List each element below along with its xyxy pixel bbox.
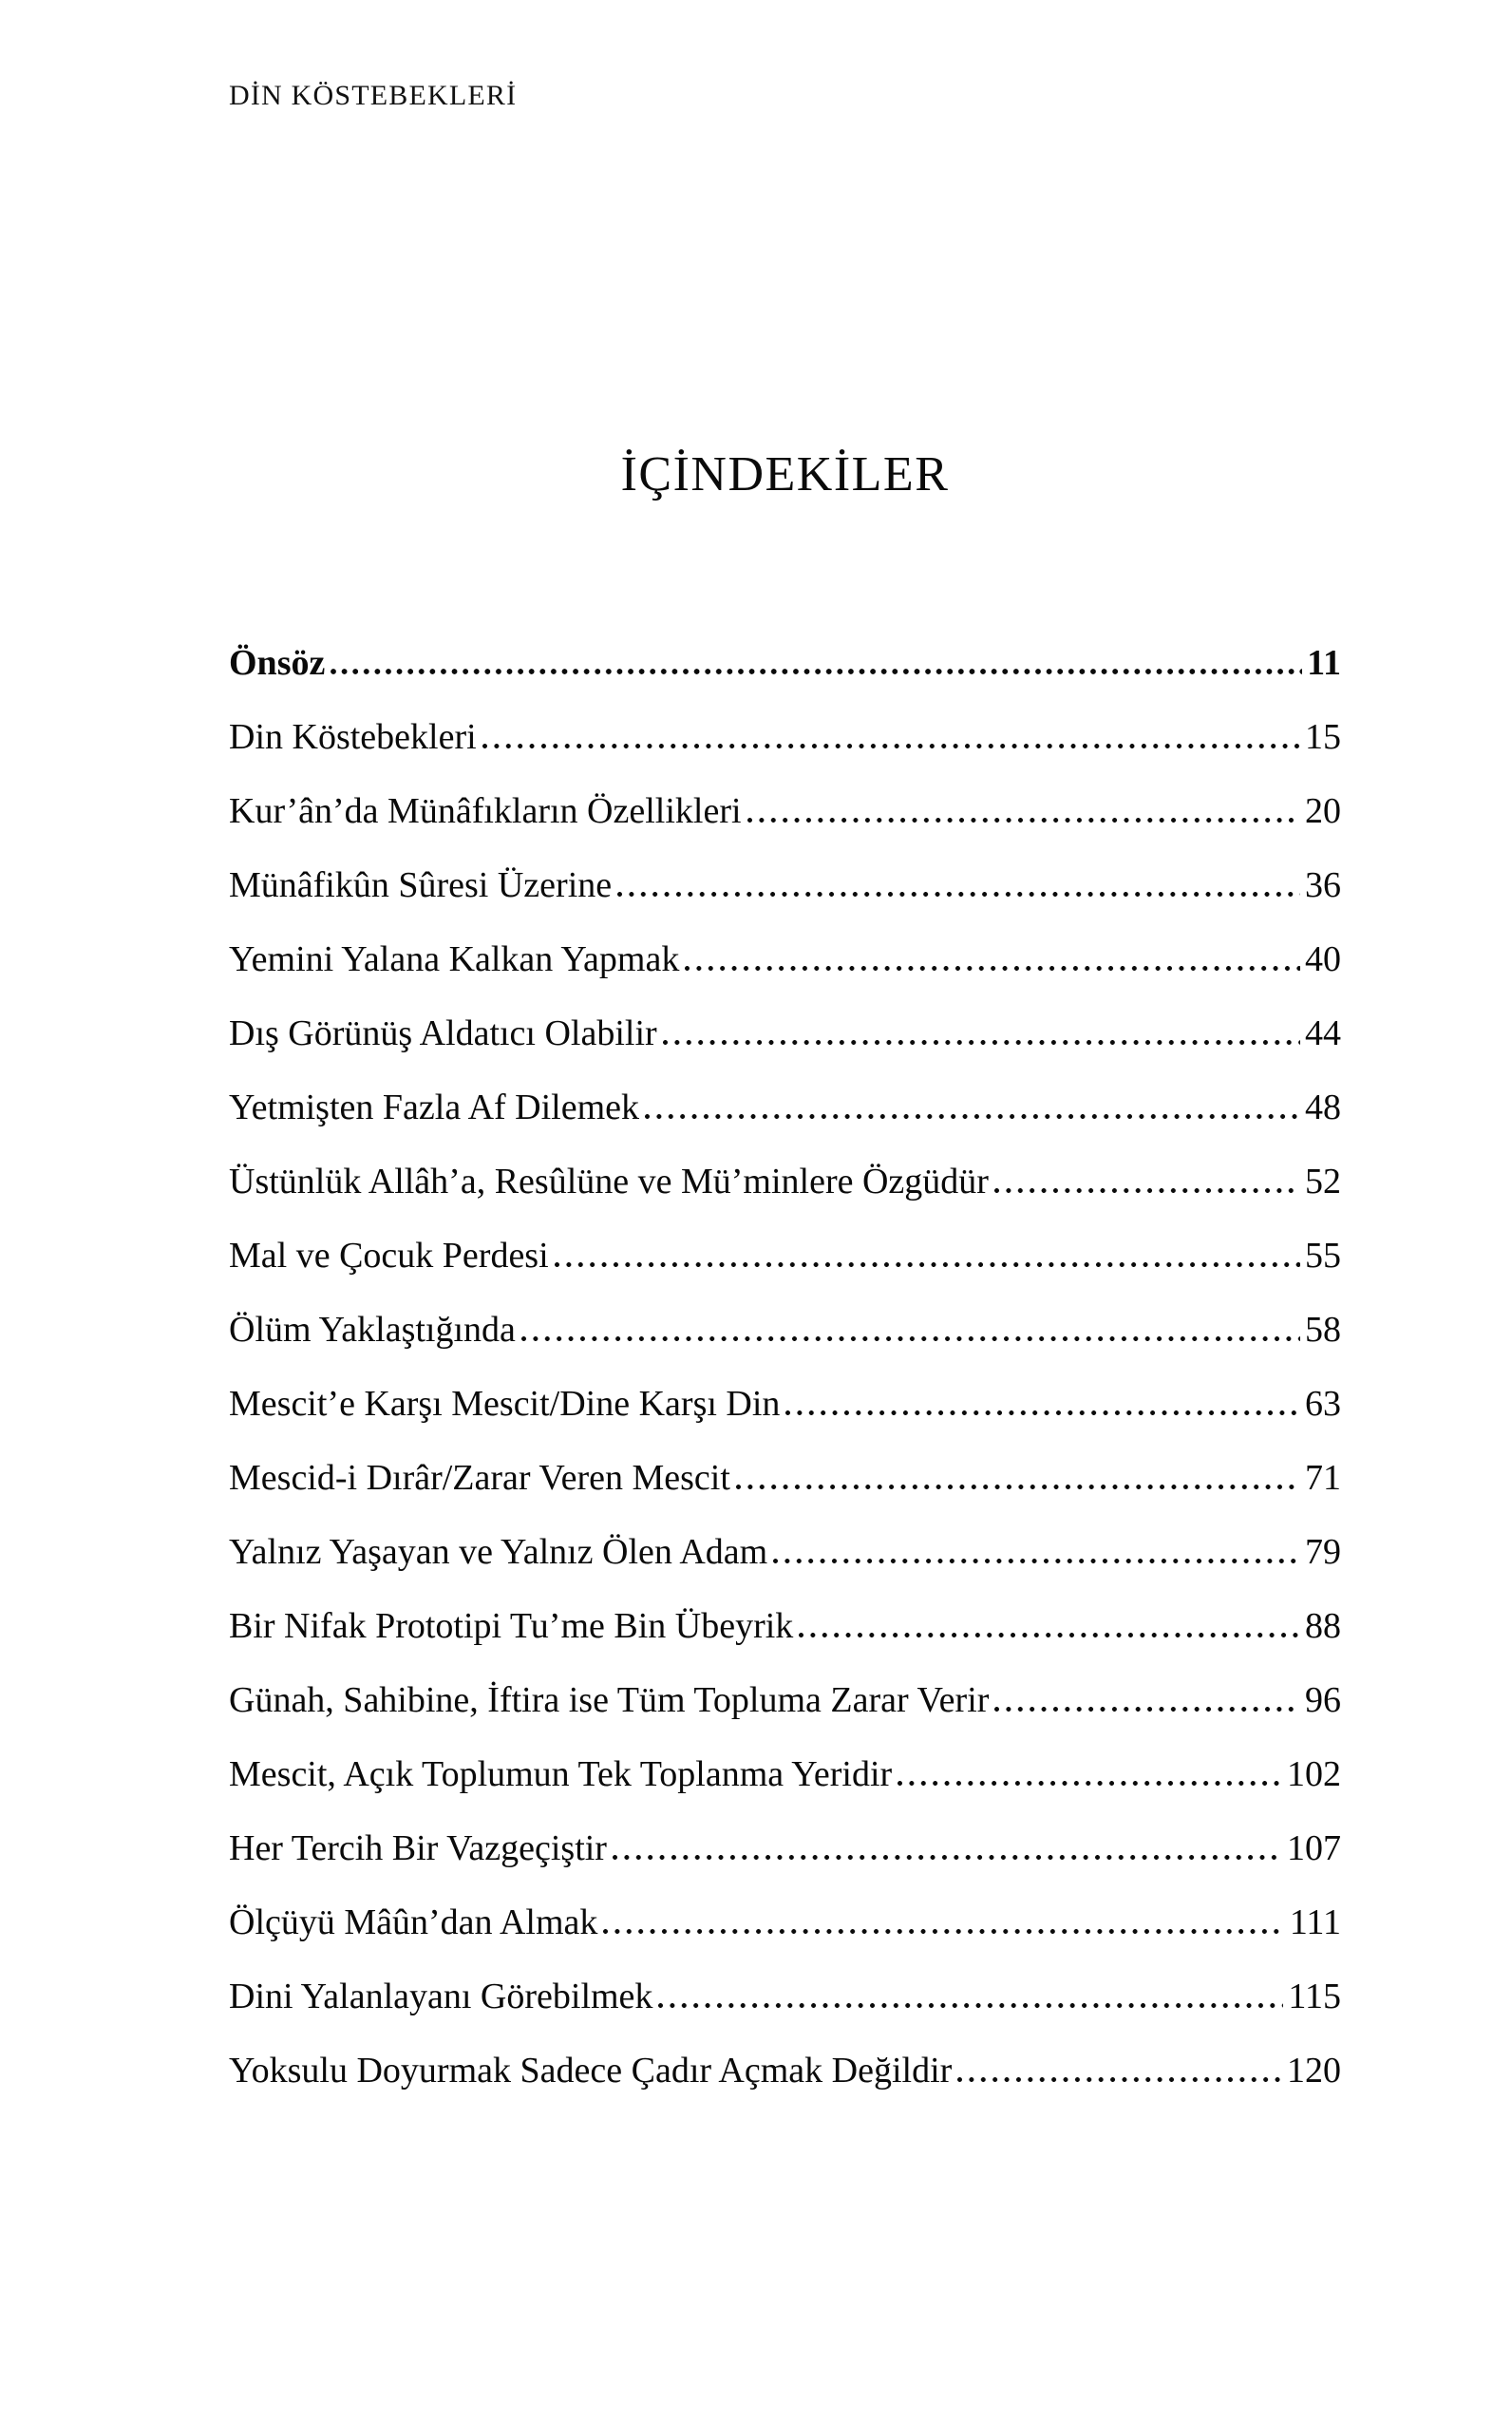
toc-entry-label: Mal ve Çocuk Perdesi [229, 1236, 549, 1276]
toc-entry[interactable] [229, 1794, 1341, 1868]
toc-leader-dots [555, 1239, 1300, 1276]
toc-entry[interactable] [229, 1646, 1341, 1720]
toc-entry-page-number: 40 [1305, 939, 1341, 979]
toc-leader-dots [482, 721, 1300, 757]
toc-entry[interactable] [229, 2016, 1341, 2091]
toc-entry-page-number: 11 [1307, 643, 1341, 683]
toc-leader-dots [898, 1758, 1282, 1794]
toc-entry-page-number: 52 [1305, 1162, 1341, 1202]
toc-entry-page-number: 44 [1305, 1013, 1341, 1053]
toc-entry[interactable] [229, 1868, 1341, 1942]
toc-entry-label: Dini Yalanlayanı Görebilmek [229, 1977, 653, 2016]
toc-leader-dots [957, 2054, 1282, 2091]
toc-leader-dots [331, 647, 1302, 683]
toc-entry-page-number: 20 [1305, 791, 1341, 831]
table-of-contents [229, 609, 1341, 2091]
toc-entry-page-number: 55 [1305, 1236, 1341, 1276]
toc-entry[interactable] [229, 979, 1341, 1053]
toc-leader-dots [613, 1832, 1282, 1868]
toc-leader-dots [785, 1388, 1300, 1424]
page-title: İÇİNDEKİLER [620, 447, 950, 501]
toc-entry-page-number: 96 [1305, 1680, 1341, 1720]
toc-entry-label: Önsöz [229, 643, 326, 683]
toc-entry[interactable] [229, 1202, 1341, 1276]
toc-entry-page-number: 58 [1305, 1310, 1341, 1350]
toc-entry-page-number: 88 [1305, 1606, 1341, 1646]
toc-entry-page-number: 111 [1289, 1902, 1341, 1942]
toc-entry[interactable] [229, 1276, 1341, 1350]
toc-entry-label: Her Tercih Bir Vazgeçiştir [229, 1828, 607, 1868]
toc-entry[interactable] [229, 1424, 1341, 1498]
toc-entry-label: Din Köstebekleri [229, 717, 477, 757]
toc-entry[interactable] [229, 905, 1341, 979]
toc-leader-dots [663, 1017, 1300, 1053]
toc-entry-label: Üstünlük Allâh’a, Resûlüne ve Mü’minlere Özgüdür [229, 1162, 989, 1202]
toc-entry-label: Dış Görünüş Aldatıcı Olabilir [229, 1013, 657, 1053]
toc-entry[interactable] [229, 1942, 1341, 2016]
toc-leader-dots [658, 1980, 1283, 2016]
toc-leader-dots [603, 1906, 1284, 1942]
toc-entry-page-number: 79 [1305, 1532, 1341, 1572]
toc-entry-label: Mescid-i Dırâr/Zarar Veren Mescit [229, 1458, 730, 1498]
toc-entry[interactable] [229, 1053, 1341, 1127]
toc-entry-label: Yalnız Yaşayan ve Yalnız Ölen Adam [229, 1532, 768, 1572]
toc-entry-page-number: 36 [1305, 865, 1341, 905]
toc-entry-page-number: 115 [1288, 1977, 1341, 2016]
toc-entry-label: Yoksulu Doyurmak Sadece Çadır Açmak Değildir [229, 2051, 953, 2091]
toc-leader-dots [645, 1091, 1300, 1127]
toc-leader-dots [736, 1462, 1300, 1498]
toc-entry[interactable] [229, 609, 1341, 683]
toc-entry-label: Mescit’e Karşı Mescit/Dine Karşı Din [229, 1384, 781, 1424]
toc-entry-label: Günah, Sahibine, İftira ise Tüm Topluma Zarar Verir [229, 1680, 990, 1720]
toc-entry-label: Yemini Yalana Kalkan Yapmak [229, 939, 680, 979]
toc-entry-label: Ölçüyü Mâûn’dan Almak [229, 1902, 598, 1942]
toc-entry[interactable] [229, 831, 1341, 905]
toc-entry-label: Kur’ân’da Münâfıkların Özellikleri [229, 791, 742, 831]
toc-entry-page-number: 102 [1287, 1754, 1341, 1794]
toc-leader-dots [773, 1536, 1300, 1572]
toc-entry[interactable] [229, 1572, 1341, 1646]
toc-leader-dots [521, 1314, 1300, 1350]
toc-entry[interactable] [229, 1498, 1341, 1572]
toc-entry[interactable] [229, 1720, 1341, 1794]
toc-entry-page-number: 15 [1305, 717, 1341, 757]
toc-entry-label: Ölüm Yaklaştığında [229, 1310, 516, 1350]
toc-leader-dots [994, 1165, 1300, 1202]
toc-leader-dots [617, 869, 1300, 905]
toc-entry-label: Bir Nifak Prototipi Tu’me Bin Übeyrik [229, 1606, 794, 1646]
toc-entry[interactable] [229, 1350, 1341, 1424]
toc-entry-page-number: 71 [1305, 1458, 1341, 1498]
toc-entry-label: Münâfikûn Sûresi Üzerine [229, 865, 613, 905]
toc-leader-dots [747, 795, 1300, 831]
toc-entry-page-number: 120 [1287, 2051, 1341, 2091]
toc-entry-label: Mescit, Açık Toplumun Tek Toplanma Yeridir [229, 1754, 893, 1794]
toc-entry[interactable] [229, 683, 1341, 757]
running-head: DİN KÖSTEBEKLERİ [229, 80, 518, 111]
toc-leader-dots [685, 943, 1300, 979]
toc-entry[interactable] [229, 757, 1341, 831]
toc-leader-dots [799, 1610, 1300, 1646]
toc-entry-label: Yetmişten Fazla Af Dilemek [229, 1088, 640, 1127]
toc-leader-dots [994, 1684, 1300, 1720]
toc-entry-page-number: 63 [1305, 1384, 1341, 1424]
toc-entry[interactable] [229, 1127, 1341, 1202]
toc-entry-page-number: 107 [1287, 1828, 1341, 1868]
toc-entry-page-number: 48 [1305, 1088, 1341, 1127]
